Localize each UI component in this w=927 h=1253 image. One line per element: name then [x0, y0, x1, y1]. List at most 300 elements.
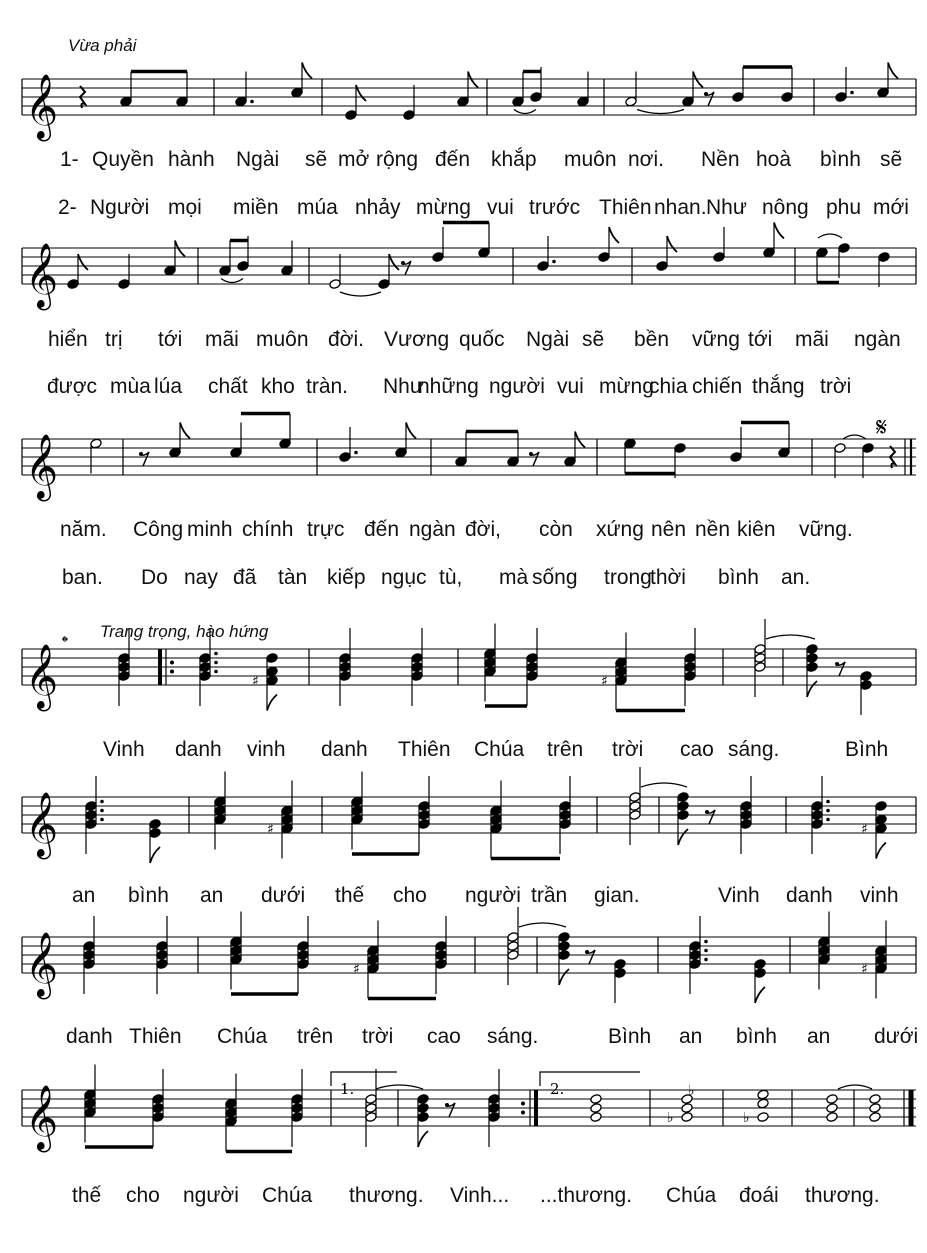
- lyric-syllable: tới: [748, 328, 773, 351]
- lyric-syllable: Vinh...: [450, 1184, 510, 1207]
- note-head: [530, 92, 542, 103]
- lyric-syllable: còn: [539, 518, 573, 541]
- note-head: [85, 819, 97, 830]
- note-head: [875, 945, 887, 956]
- lyric-syllable: tàn: [278, 566, 308, 589]
- note-head: [164, 265, 176, 276]
- note-head: [484, 666, 496, 677]
- note-head: [656, 261, 668, 272]
- note-head: [512, 96, 524, 107]
- lyric-syllable: cho: [126, 1184, 160, 1207]
- lyric-syllable: vui: [557, 375, 584, 398]
- lyric-syllable: thương.: [805, 1184, 880, 1207]
- note-flag: [406, 423, 416, 439]
- note-head: [875, 814, 887, 825]
- tie: [843, 435, 866, 439]
- note-head: [484, 657, 496, 668]
- note-head: [120, 96, 132, 107]
- lyric-syllable: muôn: [564, 148, 617, 171]
- lyric-syllable: sẽ: [582, 328, 605, 351]
- lyric-syllable: trời: [820, 375, 852, 398]
- lyric-syllable: chính: [242, 518, 294, 541]
- note-head: [214, 805, 226, 816]
- note-head: [488, 1103, 500, 1114]
- lyric-syllable: thế: [335, 884, 365, 907]
- lyric-syllable: Chúa: [217, 1025, 268, 1048]
- lyric-syllable: hành: [168, 148, 215, 171]
- note-head: [225, 1107, 237, 1118]
- lyric-syllable: mở: [338, 148, 370, 171]
- lyric-syllable: danh: [786, 884, 833, 907]
- note-head: [418, 801, 430, 812]
- note-head: [614, 968, 626, 979]
- note-head: [432, 252, 444, 263]
- augmentation-dot: [704, 940, 708, 944]
- lyric-syllable: nông: [762, 196, 809, 219]
- lyric-syllable: người: [489, 375, 545, 398]
- treble-clef: 𝄞: [25, 434, 59, 499]
- lyric-syllable: Bình: [845, 738, 889, 761]
- note-head: [345, 110, 357, 121]
- treble-clef: 𝄞: [25, 792, 59, 857]
- tie: [838, 1085, 872, 1089]
- note-head: [811, 810, 823, 821]
- segno-sign: 𝄋: [876, 413, 888, 443]
- note-head: [806, 662, 818, 673]
- note-head: [526, 662, 538, 673]
- note-head: [378, 279, 390, 290]
- note-head: [291, 1103, 303, 1114]
- note-head: [629, 801, 641, 812]
- note-head: [713, 252, 725, 263]
- augmentation-dot: [214, 670, 218, 674]
- lyric-syllable: trên: [547, 738, 584, 761]
- eighth-rest: [704, 92, 708, 96]
- note-head: [411, 662, 423, 673]
- lyric-syllable: bình: [128, 884, 169, 907]
- volta-label-2: 2.: [550, 1080, 565, 1098]
- note-head: [590, 1103, 602, 1114]
- note-head: [339, 452, 351, 463]
- note-head: [754, 644, 766, 655]
- sharp-sign: ♯: [267, 821, 274, 838]
- lyric-syllable: mới: [873, 196, 909, 219]
- note-head: [806, 644, 818, 655]
- lyric-syllable: tràn.: [306, 375, 349, 398]
- lyric-syllable: cho: [393, 884, 427, 907]
- lyric-syllable: danh: [175, 738, 222, 761]
- lyric-syllable: thắng: [752, 375, 805, 398]
- note-head: [835, 92, 847, 103]
- tie: [514, 110, 536, 114]
- note-head: [816, 247, 828, 258]
- sharp-sign: ♯: [252, 673, 259, 690]
- note-head: [757, 1089, 769, 1100]
- lyric-syllable: thời: [650, 566, 686, 589]
- note-head: [435, 950, 447, 961]
- note-head: [869, 1112, 881, 1123]
- lyric-syllable: quốc: [459, 328, 505, 351]
- note-head: [214, 814, 226, 825]
- note-head: [149, 828, 161, 839]
- note-head: [564, 456, 576, 467]
- lyric-syllable: tới: [158, 328, 183, 351]
- lyric-syllable: khắp: [491, 148, 537, 171]
- lyric-syllable: bình: [736, 1025, 777, 1048]
- lyric-syllable: 2-: [58, 196, 77, 219]
- lyric-syllable: vững: [692, 328, 740, 351]
- note-head: [149, 819, 161, 830]
- lyric-syllable: mọi: [168, 196, 202, 219]
- lyric-syllable: nhan.: [654, 196, 707, 219]
- note-head: [490, 805, 502, 816]
- note-head: [84, 1098, 96, 1109]
- augmentation-dot: [214, 661, 218, 665]
- lyric-syllable: mừng: [599, 375, 654, 398]
- note-head: [411, 653, 423, 664]
- lyric-syllable: đời,: [465, 518, 501, 541]
- lyric-syllable: Thiên: [599, 196, 652, 219]
- note-head: [598, 252, 610, 263]
- note-head: [365, 1094, 377, 1105]
- lyric-syllable: trời: [362, 1025, 394, 1048]
- note-head: [757, 1112, 769, 1123]
- treble-clef: 𝄞: [25, 932, 59, 997]
- lyric-syllable: thế: [72, 1184, 102, 1207]
- lyric-syllable: trước: [529, 196, 581, 219]
- note-head: [225, 1098, 237, 1109]
- note-head: [860, 680, 872, 691]
- note-head: [674, 443, 686, 454]
- note-head: [418, 810, 430, 821]
- lyric-line: [0, 1025, 927, 1055]
- note-head: [152, 1103, 164, 1114]
- note-flag: [807, 681, 817, 697]
- lyric-syllable: trời: [612, 738, 644, 761]
- note-head: [367, 963, 379, 974]
- lyric-syllable: vinh: [247, 738, 286, 761]
- tie: [376, 1085, 423, 1089]
- note-head: [615, 657, 627, 668]
- lyric-syllable: 1-: [60, 148, 79, 171]
- note-head: [83, 941, 95, 952]
- note-head: [455, 456, 467, 467]
- note-head: [730, 452, 742, 463]
- lyric-syllable: mãi: [795, 328, 829, 351]
- lyric-syllable: đến: [364, 518, 400, 541]
- eighth-rest: [139, 452, 143, 456]
- lyric-syllable: năm.: [60, 518, 107, 541]
- eighth-rest: [445, 1103, 449, 1107]
- note-head: [689, 941, 701, 952]
- note-head: [625, 96, 637, 107]
- lyric-syllable: đã: [233, 566, 257, 589]
- note-head: [417, 1112, 429, 1123]
- note-head: [677, 810, 689, 821]
- lyric-syllable: chiến: [692, 375, 743, 398]
- lyric-syllable: cao: [427, 1025, 461, 1048]
- lyric-syllable: kiên: [737, 518, 776, 541]
- augmentation-dot: [214, 652, 218, 656]
- note-head: [811, 819, 823, 830]
- note-head: [682, 96, 694, 107]
- note-head: [118, 653, 130, 664]
- note-head: [297, 950, 309, 961]
- note-head: [826, 1094, 838, 1105]
- lyric-syllable: nên: [651, 518, 687, 541]
- lyric-syllable: kiếp: [327, 566, 366, 589]
- lyric-syllable: Nền: [701, 148, 740, 171]
- note-head: [681, 1112, 693, 1123]
- note-head: [877, 87, 889, 98]
- lyric-syllable: an.: [781, 566, 811, 589]
- note-head: [590, 1094, 602, 1105]
- treble-clef: 𝄞: [25, 74, 59, 139]
- lyric-syllable: trực: [307, 518, 345, 541]
- lyric-line: [0, 148, 927, 178]
- flat-sign: ♭: [688, 1083, 695, 1099]
- note-head: [351, 796, 363, 807]
- note-head: [677, 792, 689, 803]
- note-head: [417, 1103, 429, 1114]
- note-head: [818, 945, 830, 956]
- note-head: [83, 950, 95, 961]
- lyric-syllable: Như: [383, 375, 424, 398]
- augmentation-dot: [704, 949, 708, 953]
- note-flag: [678, 829, 688, 845]
- note-head: [740, 819, 752, 830]
- lyric-syllable: ngục: [381, 566, 427, 589]
- note-head: [230, 945, 242, 956]
- treble-clef: 𝄞: [25, 644, 59, 709]
- lyric-syllable: trong: [604, 566, 652, 589]
- note-head: [754, 662, 766, 673]
- note-head: [689, 959, 701, 970]
- tempo-mark-solemn: Trang trọng, hào hứng: [100, 622, 269, 641]
- note-flag: [876, 843, 886, 859]
- note-head: [754, 968, 766, 979]
- lyric-syllable: sẽ: [880, 148, 903, 171]
- note-head: [869, 1094, 881, 1105]
- note-head: [869, 1103, 881, 1114]
- note-flag: [302, 63, 312, 79]
- note-head: [878, 252, 890, 263]
- note-head: [417, 1094, 429, 1105]
- lyric-syllable: chất: [208, 375, 248, 398]
- lyric-syllable: Vinh: [103, 738, 145, 761]
- lyric-syllable: rộng: [376, 148, 419, 171]
- note-head: [156, 959, 168, 970]
- note-head: [118, 279, 130, 290]
- lyric-syllable: bình: [718, 566, 759, 589]
- note-head: [199, 671, 211, 682]
- note-head: [365, 1112, 377, 1123]
- lyric-syllable: chia: [649, 375, 688, 398]
- note-head: [403, 110, 415, 121]
- note-head: [526, 671, 538, 682]
- note-head: [156, 950, 168, 961]
- lyric-syllable: trị: [105, 328, 123, 351]
- note-head: [629, 792, 641, 803]
- note-head: [818, 936, 830, 947]
- lyric-syllable: danh: [66, 1025, 113, 1048]
- tie: [340, 292, 381, 296]
- lyric-syllable: vui: [487, 196, 514, 219]
- note-head: [411, 671, 423, 682]
- note-head: [291, 87, 303, 98]
- tie: [818, 234, 842, 238]
- lyric-syllable: nơi.: [628, 148, 664, 171]
- note-head: [351, 814, 363, 825]
- sharp-sign: ♯: [353, 961, 360, 978]
- lyric-syllable: an: [807, 1025, 831, 1048]
- note-head: [806, 653, 818, 664]
- lyric-syllable: Như: [706, 196, 747, 219]
- note-head: [577, 96, 589, 107]
- lyric-syllable: Ngài: [236, 148, 280, 171]
- lyric-syllable: dưới: [874, 1025, 919, 1048]
- lyric-syllable: xứng: [596, 518, 644, 541]
- note-head: [559, 801, 571, 812]
- lyric-syllable: ...thương.: [540, 1184, 633, 1207]
- lyric-syllable: nhảy: [355, 196, 401, 219]
- lyric-syllable: đời.: [328, 328, 364, 351]
- note-head: [152, 1094, 164, 1105]
- note-head: [90, 438, 102, 449]
- augmentation-dot: [826, 809, 830, 813]
- augmentation-dot: [250, 100, 254, 104]
- note-flag: [267, 695, 277, 711]
- note-head: [526, 653, 538, 664]
- note-head: [838, 243, 850, 254]
- note-head: [435, 959, 447, 970]
- note-head: [291, 1094, 303, 1105]
- lyric-syllable: an: [679, 1025, 703, 1048]
- lyric-syllable: an: [200, 884, 224, 907]
- note-head: [684, 662, 696, 673]
- note-head: [754, 653, 766, 664]
- note-head: [684, 671, 696, 682]
- lyric-line: [0, 884, 927, 914]
- lyric-syllable: an: [72, 884, 96, 907]
- note-flag: [180, 423, 190, 439]
- note-head: [83, 959, 95, 970]
- tempo-mark-moderate: Vừa phải: [68, 36, 137, 55]
- note-head: [266, 675, 278, 686]
- tie: [766, 635, 815, 639]
- note-flag: [609, 227, 619, 243]
- lyric-line: [0, 738, 927, 768]
- note-head: [329, 279, 341, 290]
- lyric-syllable: mùa: [110, 375, 151, 398]
- repeat-dot: [521, 1111, 525, 1115]
- eighth-rest: [705, 810, 709, 814]
- augmentation-dot: [100, 800, 104, 804]
- note-head: [367, 954, 379, 965]
- lyric-line: [0, 375, 927, 405]
- note-head: [875, 954, 887, 965]
- lyric-syllable: mừng: [416, 196, 471, 219]
- lyric-line: [0, 518, 927, 548]
- lyric-line: [0, 566, 927, 596]
- note-head: [590, 1112, 602, 1123]
- lyric-syllable: Người: [90, 196, 150, 219]
- note-head: [754, 959, 766, 970]
- lyric-syllable: trần: [531, 884, 568, 907]
- lyric-syllable: thương.: [349, 1184, 424, 1207]
- note-head: [875, 801, 887, 812]
- note-head: [230, 936, 242, 947]
- note-head: [629, 810, 641, 821]
- lyric-syllable: Chúa: [474, 738, 525, 761]
- lyric-syllable: mãi: [205, 328, 239, 351]
- note-head: [85, 810, 97, 821]
- eighth-rest: [835, 662, 839, 666]
- augmentation-dot: [100, 818, 104, 822]
- note-flag: [667, 236, 677, 252]
- note-head: [484, 648, 496, 659]
- note-head: [681, 1103, 693, 1114]
- repeat-dot: [170, 661, 174, 665]
- lyric-syllable: Thiên: [398, 738, 451, 761]
- lyric-syllable: hiển: [48, 328, 88, 351]
- note-head: [435, 941, 447, 952]
- tie: [221, 279, 243, 283]
- note-head: [537, 261, 549, 272]
- note-head: [84, 1107, 96, 1118]
- lyric-syllable: Chúa: [262, 1184, 313, 1207]
- lyric-syllable: Vinh: [718, 884, 760, 907]
- note-head: [778, 447, 790, 458]
- note-head: [199, 662, 211, 673]
- note-head: [558, 932, 570, 943]
- sharp-sign: ♯: [601, 673, 608, 690]
- volta-label-1: 1.: [340, 1080, 355, 1098]
- note-head: [684, 653, 696, 664]
- lyric-syllable: dưới: [261, 884, 306, 907]
- note-head: [152, 1112, 164, 1123]
- tie: [641, 783, 687, 787]
- note-flag: [888, 63, 898, 79]
- eighth-rest: [585, 950, 589, 954]
- lyric-syllable: sống: [532, 566, 578, 589]
- note-head: [763, 247, 775, 258]
- note-flag: [389, 254, 399, 270]
- eighth-rest: [401, 261, 405, 265]
- note-head: [367, 945, 379, 956]
- note-head: [156, 941, 168, 952]
- lyric-syllable: được: [47, 375, 98, 398]
- sharp-sign: ♯: [861, 821, 868, 838]
- note-head: [507, 932, 519, 943]
- note-head: [559, 819, 571, 830]
- note-head: [811, 801, 823, 812]
- note-head: [297, 941, 309, 952]
- lyric-syllable: những: [418, 375, 479, 398]
- augmentation-dot: [826, 818, 830, 822]
- lyric-syllable: Ngài: [526, 328, 570, 351]
- note-head: [291, 1112, 303, 1123]
- note-head: [339, 671, 351, 682]
- repeat-dot: [521, 1102, 525, 1106]
- note-head: [818, 954, 830, 965]
- lyric-syllable: mà: [499, 566, 529, 589]
- note-head: [219, 265, 231, 276]
- lyric-syllable: sẽ: [305, 148, 328, 171]
- note-head: [689, 950, 701, 961]
- tie: [519, 923, 566, 927]
- lyric-syllable: sáng.: [728, 738, 780, 761]
